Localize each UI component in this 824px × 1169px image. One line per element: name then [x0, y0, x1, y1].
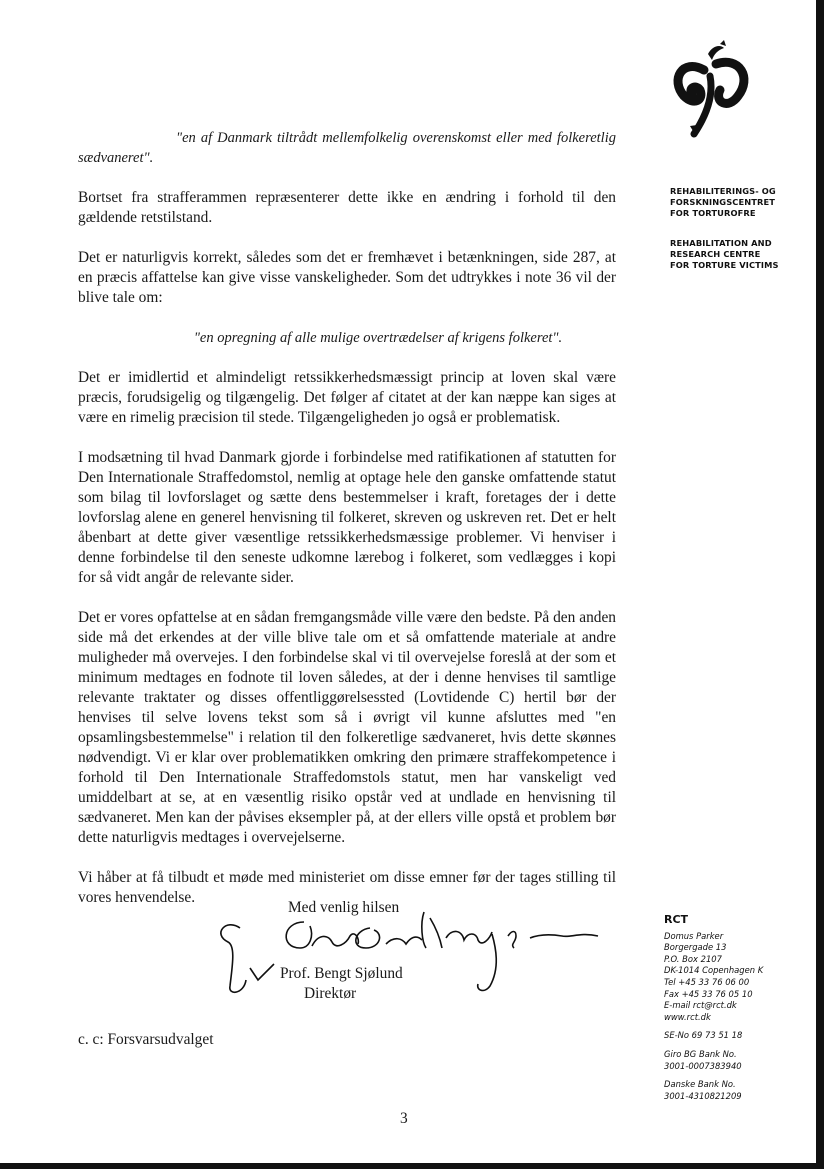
- letter-body: [78, 128, 616, 928]
- centre-name-danish-line: REHABILITERINGS- OG: [670, 186, 776, 196]
- se-number: SE-No 69 73 51 18: [664, 1030, 743, 1041]
- quoted-text-1-line: "en af Danmark tiltrådt mellemfolkelig overenskomst eller med folkeretlig: [176, 130, 616, 146]
- spacer: [664, 1072, 814, 1079]
- paragraph-6: Vi håber at få tilbudt et møde med ministeriet om disse emner før der tages stilling til vores henvendelse.: [78, 869, 616, 906]
- closing-greeting: Med venlig hilsen: [288, 899, 400, 916]
- centre-name-english-line: RESEARCH CENTRE: [670, 249, 761, 259]
- centre-name-danish-line: FORSKNINGSCENTRET: [670, 197, 776, 207]
- spacer: [664, 1023, 814, 1030]
- address-line: Borgergade 13: [664, 942, 727, 953]
- signer-title: Direktør: [304, 985, 357, 1002]
- paragraph-4: I modsætning til hvad Danmark gjorde i forbindelse med ratifikationen af statutten for Den Internationale Straffedomstol, nemlig at optage hele den ganske omfattende statut som bilag til lovforslaget og sætte dens bestemmelser i kraft, foretages der i dette lovforslag alene en generel henvisning til folkeret, skreven og uskreven ret. Det er helt åbenbart at dette giver væsentlige retssikkerhedsmæssige problemer. Vi henviser i denne forbindelse til den seneste udkomne lærebog i folkeret, som vedlægges i kopi for så vidt angår de relevante sider.: [78, 449, 616, 586]
- danske-bank-number: 3001-4310821209: [664, 1090, 742, 1101]
- paragraph-2: Det er naturligvis korrekt, således som det er fremhævet i betænkningen, side 287, at en præcis affattelse kan give visse vanskeligheder. Som det udtrykkes i note 36 vil der blive tale om:: [78, 249, 616, 306]
- contact-email: E-mail rct@rct.dk: [664, 1000, 737, 1011]
- quoted-text-2: "en opregning af alle mulige overtrædelser af krigens folkeret".: [193, 330, 563, 346]
- centre-name-block: [670, 186, 810, 290]
- paragraph-1: Bortset fra strafferammen repræsenterer dette ikke en ændring i forhold til den gældende retstilstand.: [78, 189, 616, 226]
- giro-label: Giro BG Bank No.: [664, 1048, 737, 1059]
- paragraph-5: Det er vores opfattelse at en sådan fremgangsmåde ville være den bedste. På den anden side må det erkendes at der ville blive tale om et så omfattende materiale at andre muligheder må overvejes. I den forbindelse skal vi til overvejelse foreslå at der som et minimum medtages en fodnote til loven således, at der i denne henvises til samtlige relevante traktater og disses offentliggørelsessted (Lovtidende C) hertil bør der henvises til selve lovens tekst som så i øvrigt vil kunne afsluttes med "en opsamlingsbestemmelse" i relation til den folkeretlige sædvaneret, hvis dette skønnes nødvendigt. Vi er klar over problematikken omkring den primære straffekompetence i forhold til Den Internationale Straffedomstols statut, men har vanskeligt ved umiddelbart at se, at en væsentlig risiko opstår ved at undlade en henvisning til sædvaneret. Men kan der påvises eksempler på, at der ellers ville opstå et problem bør dette naturligvis medtages i overvejelserne.: [78, 609, 616, 846]
- contact-fax: Fax +45 33 76 05 10: [664, 988, 753, 999]
- contact-block: [664, 914, 814, 1102]
- quoted-text-1: [78, 128, 616, 168]
- centre-name-danish: [670, 186, 810, 219]
- scan-edge-right: [816, 0, 824, 1169]
- rct-logo-icon: [664, 40, 756, 140]
- carbon-copy-line: c. c: Forsvarsudvalget: [78, 1031, 214, 1048]
- address-line: DK-1014 Copenhagen K: [664, 965, 764, 976]
- danske-bank-label: Danske Bank No.: [664, 1079, 736, 1090]
- centre-name-english-line: REHABILITATION AND: [670, 238, 772, 248]
- closing-block: [280, 898, 480, 1004]
- centre-name-english: [670, 238, 810, 271]
- contact-web: www.rct.dk: [664, 1011, 711, 1022]
- centre-name-english-line: FOR TORTURE VICTIMS: [670, 260, 779, 270]
- signer-name: Prof. Bengt Sjølund: [280, 965, 403, 982]
- contact-org: RCT: [664, 913, 689, 926]
- address-line: P.O. Box 2107: [664, 953, 722, 964]
- quoted-text-1-line: sædvaneret".: [78, 150, 154, 166]
- spacer: [664, 1042, 814, 1049]
- page-number: 3: [400, 1110, 408, 1127]
- paragraph-3: Det er imidlertid et almindeligt retssikkerhedsmæssigt princip at loven skal være præcis, forudsigelig og tilgængelig. Det følger af citatet at der kan næppe kan siges at være en rimelig præcision til stede. Tilgængeligheden jo også er problematisk.: [78, 369, 616, 426]
- giro-number: 3001-0007383940: [664, 1060, 742, 1071]
- address-line: Domus Parker: [664, 930, 724, 941]
- centre-name-danish-line: FOR TORTUROFRE: [670, 208, 756, 218]
- scan-edge-bottom: [0, 1163, 824, 1169]
- contact-tel: Tel +45 33 76 06 00: [664, 976, 750, 987]
